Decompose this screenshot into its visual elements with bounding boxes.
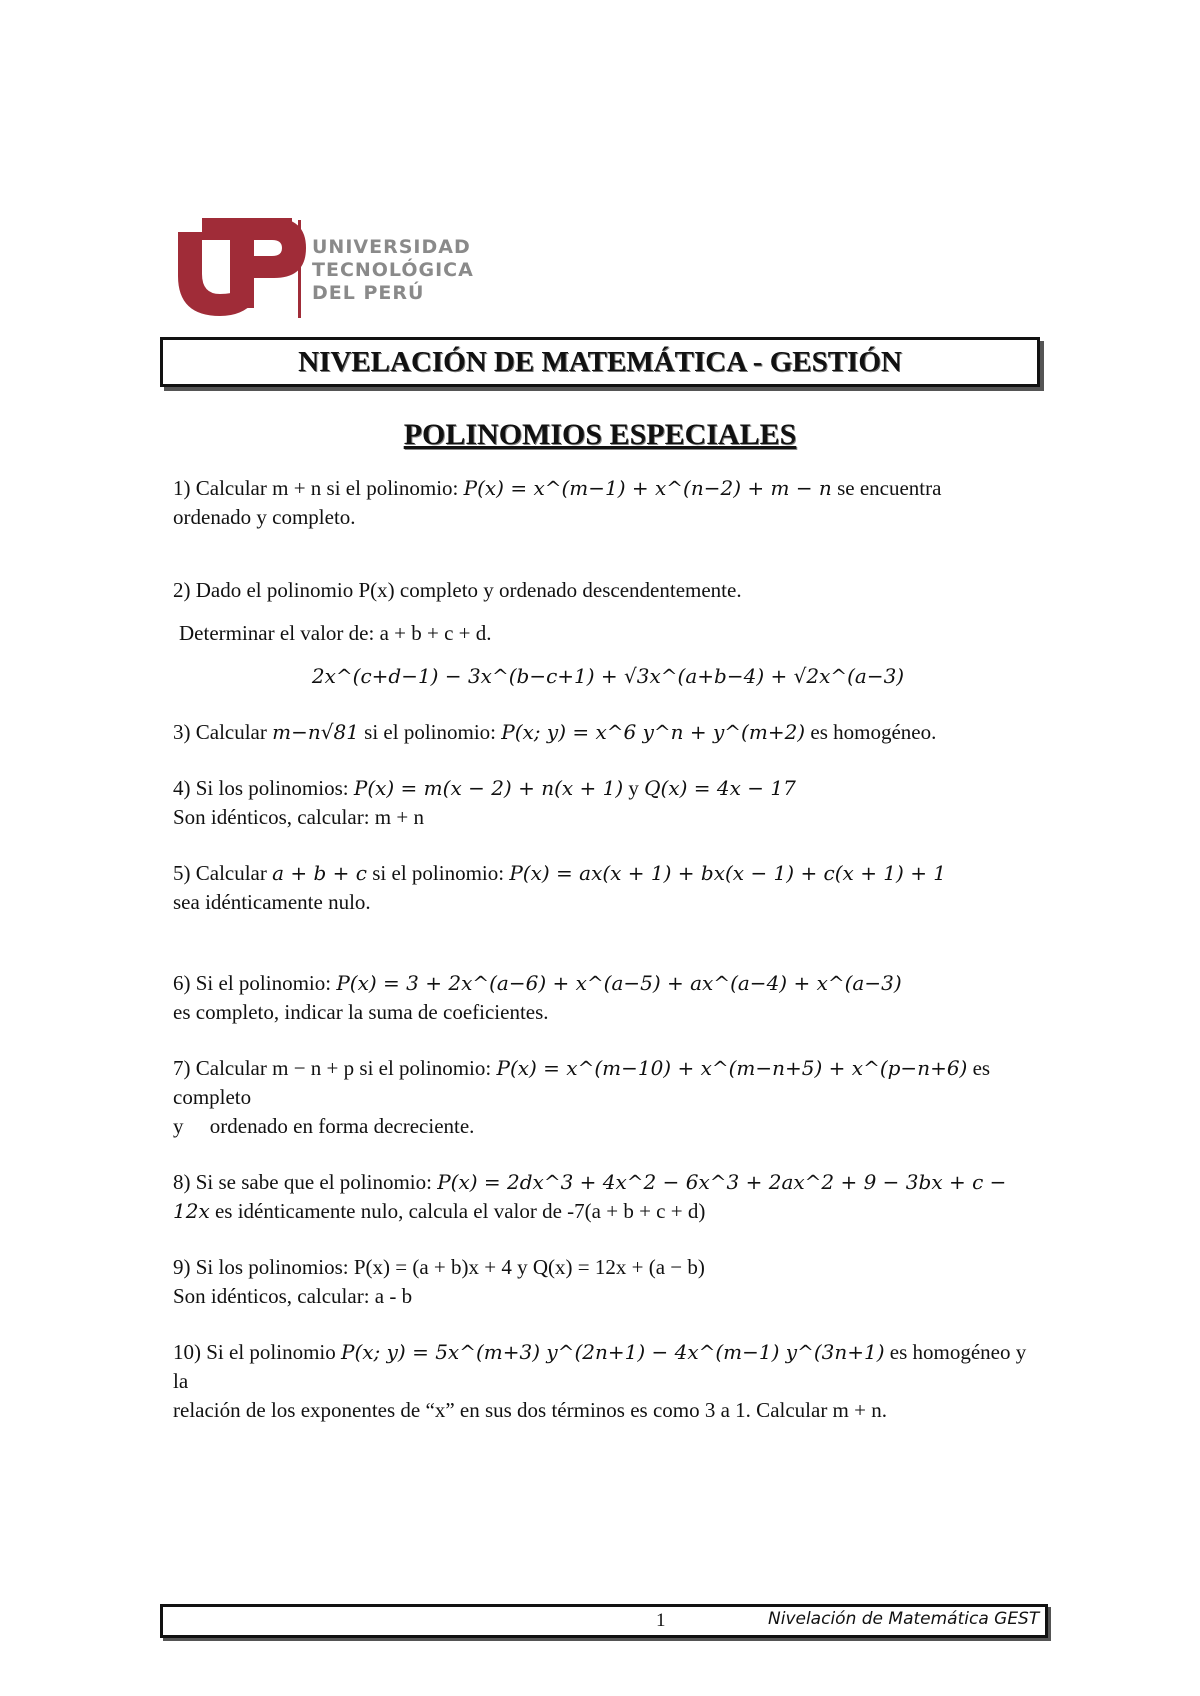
problem-list <box>173 474 1043 1425</box>
p9-line2: Son idénticos, calcular: a - b <box>173 1284 413 1308</box>
page-number: 1 <box>656 1610 666 1631</box>
p10-formula: P(x; y) = 5x^(m+3) y^(2n+1) − 4x^(m−1) y^(3n+1) <box>341 1340 885 1364</box>
p4-line2: Son idénticos, calcular: m + n <box>173 805 424 829</box>
p7-formula: P(x) = x^(m−10) + x^(m−n+5) + x^(p−n+6) <box>496 1056 968 1080</box>
p1-lead: 1) Calcular m + n si el polinomio: <box>173 476 464 500</box>
p9-line1: 9) Si los polinomios: P(x) = (a + b)x + 4 y Q(x) = 12x + (a − b) <box>173 1255 705 1279</box>
p1-tail: se encuentra <box>831 476 942 500</box>
p2-formula: 2x^(c+d−1) − 3x^(b−c+1) + √3x^(a+b−4) + √2x^(a−3) <box>311 664 905 688</box>
problem-5 <box>173 859 1043 917</box>
problem-1 <box>173 474 1043 532</box>
p7-line2: y ordenado en forma decreciente. <box>173 1114 475 1138</box>
p10-tail: es homogéneo y la <box>173 1340 1027 1393</box>
p3-formula: P(x; y) = x^6 y^n + y^(m+2) <box>501 720 806 744</box>
p6-line2: es completo, indicar la suma de coeficientes. <box>173 1000 549 1024</box>
p4-mid: y <box>623 776 645 800</box>
logo-line-1: UNIVERSIDAD <box>312 236 471 258</box>
p6-formula: P(x) = 3 + 2x^(a−6) + x^(a−5) + ax^(a−4) + x^(a−3) <box>336 971 902 995</box>
p2-line2: Determinar el valor de: a + b + c + d. <box>179 621 492 645</box>
problem-7 <box>173 1054 1043 1141</box>
p3-tail: es homogéneo. <box>805 720 937 744</box>
problem-3 <box>173 718 1043 747</box>
logo-line-2: TECNOLÓGICA <box>312 259 474 281</box>
p8-lead: 8) Si se sabe que el polinomio: <box>173 1170 438 1194</box>
p3-mid: si el polinomio: <box>358 720 502 744</box>
p10-lead: 10) Si el polinomio <box>173 1340 341 1364</box>
p5-formula-p: P(x) = ax(x + 1) + bx(x − 1) + c(x + 1) + 1 <box>509 861 947 885</box>
problem-2 <box>173 576 1043 691</box>
p7-tail: es completo <box>173 1056 991 1109</box>
p7-lead: 7) Calcular m − n + p si el polinomio: <box>173 1056 497 1080</box>
p6-lead: 6) Si el polinomio: <box>173 971 337 995</box>
section-title: POLINOMIOS ESPECIALES <box>403 418 797 451</box>
p10-line2: relación de los exponentes de “x” en sus dos términos es como 3 a 1. Calcular m + n. <box>173 1398 887 1422</box>
p8-line2: es idénticamente nulo, calcula el valor de -7(a + b + c + d) <box>209 1199 706 1223</box>
p1-line2: ordenado y completo. <box>173 505 356 529</box>
p5-lead: 5) Calcular <box>173 861 273 885</box>
problem-4 <box>173 774 1043 832</box>
p5-formula-sum: a + b + c <box>272 861 367 885</box>
logo-wordmark <box>312 236 474 305</box>
p5-mid: si el polinomio: <box>367 861 510 885</box>
p3-radical: m−n√81 <box>272 720 359 744</box>
title-box <box>160 337 1040 387</box>
p8-formula: P(x) = 2dx^3 + 4x^2 − 6x^3 + 2ax^2 + 9 − 3bx + c − <box>437 1170 1007 1194</box>
problem-8 <box>173 1168 1043 1226</box>
p4-formula-q: Q(x) = 4x − 17 <box>644 776 796 800</box>
p5-line2: sea idénticamente nulo. <box>173 890 371 914</box>
p8-formula-cont: 12x <box>173 1199 210 1223</box>
p4-formula-p: P(x) = m(x − 2) + n(x + 1) <box>353 776 624 800</box>
problem-6 <box>173 969 1043 1027</box>
p2-line1: 2) Dado el polinomio P(x) completo y ordenado descendentemente. <box>173 578 742 602</box>
page-title: NIVELACIÓN DE MATEMÁTICA - GESTIÓN <box>298 345 902 378</box>
p1-formula: P(x) = x^(m−1) + x^(n−2) + m − n <box>463 476 832 500</box>
logo-line-3: DEL PERÚ <box>312 282 425 304</box>
p4-lead: 4) Si los polinomios: <box>173 776 354 800</box>
problem-9 <box>173 1253 1043 1311</box>
problem-10 <box>173 1338 1043 1425</box>
p3-lead: 3) Calcular <box>173 720 273 744</box>
footer-text: Nivelación de Matemática GEST <box>768 1609 1040 1629</box>
